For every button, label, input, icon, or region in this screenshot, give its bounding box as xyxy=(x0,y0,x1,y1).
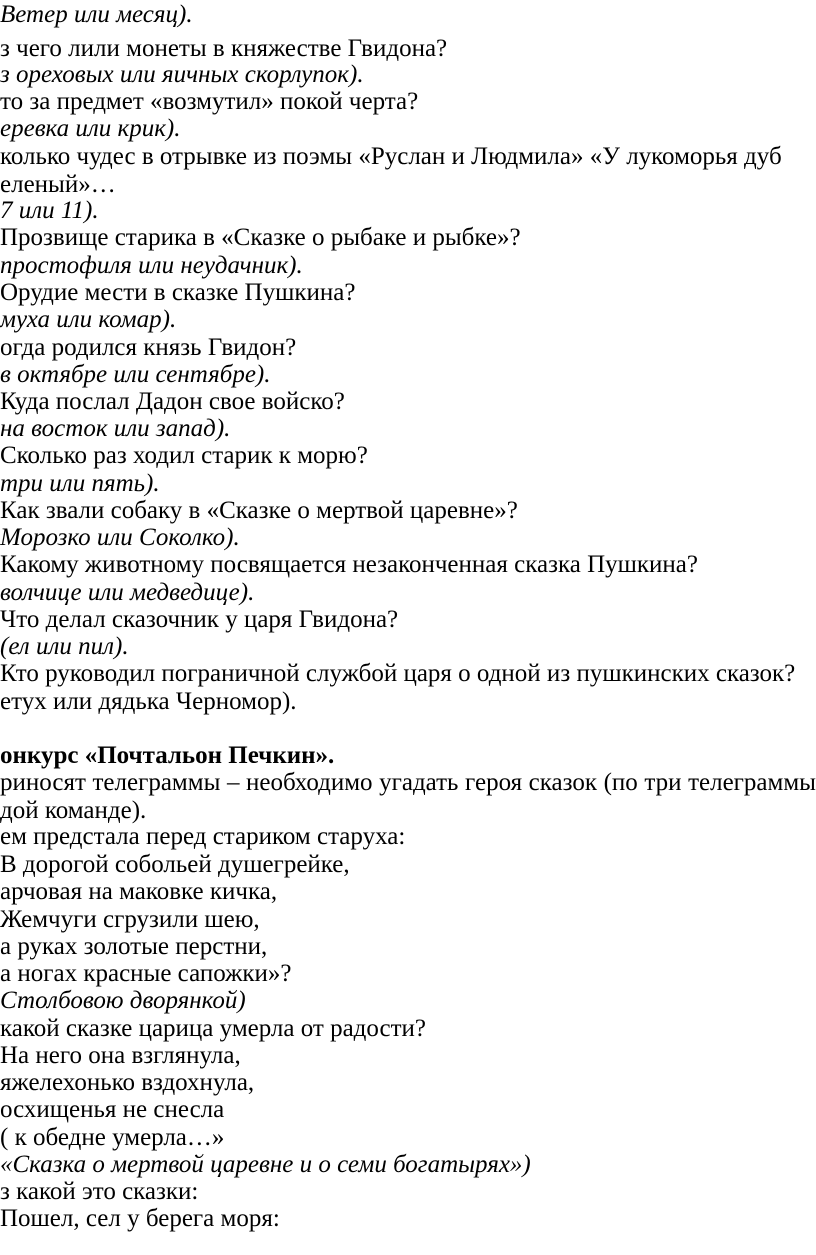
text-line: етух или дядька Черномор). xyxy=(0,688,297,715)
text-line: Как звали собаку в «Сказке о мертвой царевне»? xyxy=(0,497,518,524)
text-line: Жемчуги сгрузили шею, xyxy=(0,906,260,933)
text-line: Столбовою дворянкой) xyxy=(0,987,246,1014)
text-line: осхищенья не снесла xyxy=(0,1096,225,1123)
text-line: то за предмет «возмутил» покой черта? xyxy=(0,88,419,115)
text-line: Что делал сказочник у царя Гвидона? xyxy=(0,606,399,633)
justified-word: риносят xyxy=(0,769,86,796)
text-line: арчовая на маковке кичка, xyxy=(0,878,278,905)
justified-word: сказок xyxy=(528,769,598,796)
justified-word: три xyxy=(644,769,682,796)
text-line: Сколько раз ходил старик к морю? xyxy=(0,442,368,469)
text-line: Прозвище старика в «Сказке о рыбаке и рыбке»? xyxy=(0,224,521,251)
text-line: на восток или запад). xyxy=(0,415,231,442)
justified-word: угадать xyxy=(379,769,459,796)
text-line: волчице или медведице). xyxy=(0,579,255,606)
justified-word: героя xyxy=(465,769,523,796)
section-heading: онкурс «Почтальон Печкин». xyxy=(0,742,335,769)
text-line: з чего лили монеты в княжестве Гвидона? xyxy=(0,35,448,62)
text-line: з какой это сказки: xyxy=(0,1178,199,1205)
text-line: дой команде). xyxy=(0,797,147,824)
text-line: Кто руководил пограничной службой царя о одной из пушкинских сказок? xyxy=(0,660,796,687)
text-line: еревка или крик). xyxy=(0,115,181,142)
text-line: Какому животному посвящается незаконченная сказка Пушкина? xyxy=(0,551,698,578)
text-line: з ореховых или яичных скорлупок). xyxy=(0,61,364,88)
text-line: яжелехонько вздохнула, xyxy=(0,1069,255,1096)
text-line: ( к обедне умерла…» xyxy=(0,1124,225,1151)
text-line: три или пять). xyxy=(0,470,160,497)
text-line: а руках золотые перстни, xyxy=(0,933,268,960)
text-line: Пошел, сел у берега моря: xyxy=(0,1205,280,1232)
text-line: Ветер или месяц). xyxy=(0,1,193,28)
text-line: еленый»… xyxy=(0,171,116,198)
justified-word: необходимо xyxy=(246,769,373,796)
text-line-justified xyxy=(0,770,816,795)
text-line: «Сказка о мертвой царевне и о семи богатырях») xyxy=(0,1151,531,1178)
text-line: Куда послал Дадон свое войско? xyxy=(0,388,345,415)
text-line: (ел или пил). xyxy=(0,633,129,660)
text-line: муха или комар). xyxy=(0,306,177,333)
justified-word: телеграммы xyxy=(92,769,221,796)
text-line: а ногах красные сапожки»? xyxy=(0,960,292,987)
text-line: 7 или 11). xyxy=(0,197,99,224)
text-line: в октябре или сентябре). xyxy=(0,361,271,388)
justified-word: – xyxy=(226,769,240,796)
text-line: Морозко или Соколко). xyxy=(0,524,240,551)
text-line: колько чудес в отрывке из поэмы «Руслан и Людмила» «У лукоморья дуб xyxy=(0,143,782,170)
text-line: На него она взглянула, xyxy=(0,1042,241,1069)
text-line: какой сказке царица умерла от радости? xyxy=(0,1015,427,1042)
justified-word: (по xyxy=(603,769,638,796)
text-line: ем предстала перед стариком старуха: xyxy=(0,823,406,850)
text-line: В дорогой собольей душегрейке, xyxy=(0,851,350,878)
justified-word: телеграммы xyxy=(688,769,816,796)
text-line: простофиля или неудачник). xyxy=(0,252,303,279)
text-line: огда родился князь Гвидон? xyxy=(0,334,297,361)
text-line: Орудие мести в сказке Пушкина? xyxy=(0,279,356,306)
